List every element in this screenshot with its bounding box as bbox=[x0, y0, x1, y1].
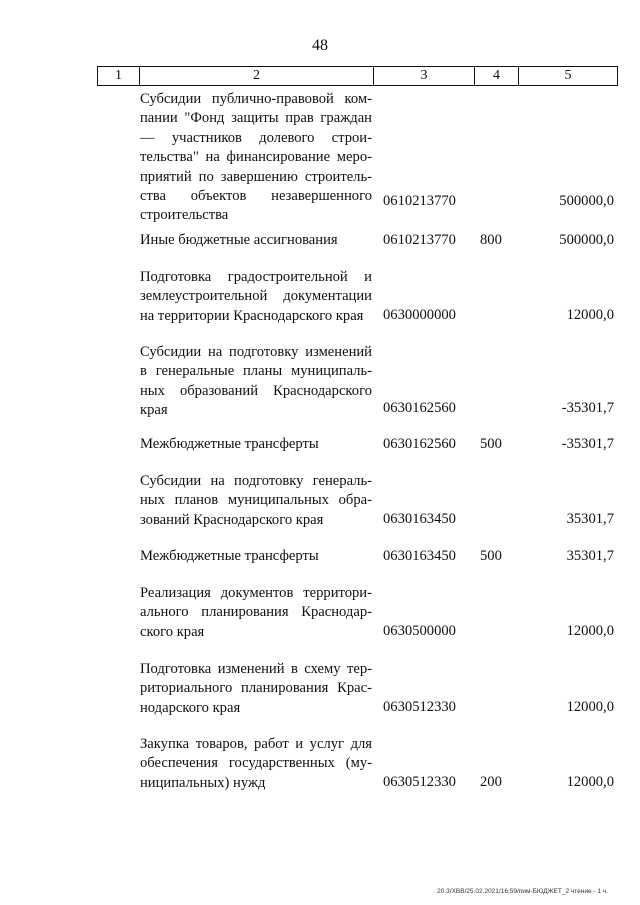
row-code: 0630163450 bbox=[383, 511, 456, 527]
row-name: Субсидии публично-правовой компании "Фонд защиты прав граждан — участников долевого строительства" на финансирование мероприятий по завершению строительства объектов незавершенного строительства bbox=[140, 91, 372, 224]
row-name: Закупка товаров, работ и услуг для обеспечения государственных (муниципальных) нужд bbox=[140, 736, 372, 791]
row-type: 500 bbox=[480, 548, 502, 564]
row-type: 800 bbox=[480, 232, 502, 248]
column-header-1: 1 bbox=[98, 67, 140, 86]
row-name: Субсидии на подготовку изменений в генеральные планы муниципальных образований Краснодарского края bbox=[140, 344, 372, 419]
row-code: 0630000000 bbox=[383, 307, 456, 323]
column-header-4: 4 bbox=[475, 67, 519, 86]
page-number: 48 bbox=[312, 37, 328, 54]
column-header-3: 3 bbox=[374, 67, 475, 86]
row-code: 0630500000 bbox=[383, 623, 456, 639]
column-header-5: 5 bbox=[519, 67, 618, 86]
column-header-2: 2 bbox=[140, 67, 374, 86]
row-name: Иные бюджетные ассигнования bbox=[140, 232, 338, 248]
row-amount: 35301,7 bbox=[566, 548, 614, 564]
row-amount: 12000,0 bbox=[566, 774, 614, 790]
row-code: 0610213770 bbox=[383, 193, 456, 209]
row-name: Межбюджетные трансферты bbox=[140, 548, 319, 564]
row-amount: 35301,7 bbox=[566, 511, 614, 527]
document-footer: 20.3/ХВВ/25.02.2021/16:59/пим-БЮДЖЕТ_2 чтение - 1 ч. bbox=[437, 888, 608, 895]
row-code: 0610213770 bbox=[383, 232, 456, 248]
row-name: Межбюджетные трансферты bbox=[140, 436, 319, 452]
column-header-table bbox=[97, 66, 618, 86]
row-amount: 12000,0 bbox=[566, 623, 614, 639]
row-code: 0630162560 bbox=[383, 436, 456, 452]
row-name: Подготовка градостроительной и землеустроительной документации на территории Краснодарского края bbox=[140, 269, 372, 324]
row-amount: 12000,0 bbox=[566, 307, 614, 323]
row-amount: 500000,0 bbox=[559, 232, 614, 248]
row-code: 0630512330 bbox=[383, 699, 456, 715]
row-name: Подготовка изменений в схему территориального планирования Краснодарского края bbox=[140, 661, 372, 716]
row-amount: -35301,7 bbox=[561, 400, 614, 416]
row-name: Субсидии на подготовку генеральных планов муниципальных образований Краснодарского края bbox=[140, 473, 372, 528]
row-name: Реализация документов территориального планирования Краснодарского края bbox=[140, 585, 372, 640]
row-type: 500 bbox=[480, 436, 502, 452]
row-code: 0630163450 bbox=[383, 548, 456, 564]
row-code: 0630512330 bbox=[383, 774, 456, 790]
row-type: 200 bbox=[480, 774, 502, 790]
row-code: 0630162560 bbox=[383, 400, 456, 416]
row-amount: 500000,0 bbox=[559, 193, 614, 209]
row-amount: 12000,0 bbox=[566, 699, 614, 715]
row-amount: -35301,7 bbox=[561, 436, 614, 452]
